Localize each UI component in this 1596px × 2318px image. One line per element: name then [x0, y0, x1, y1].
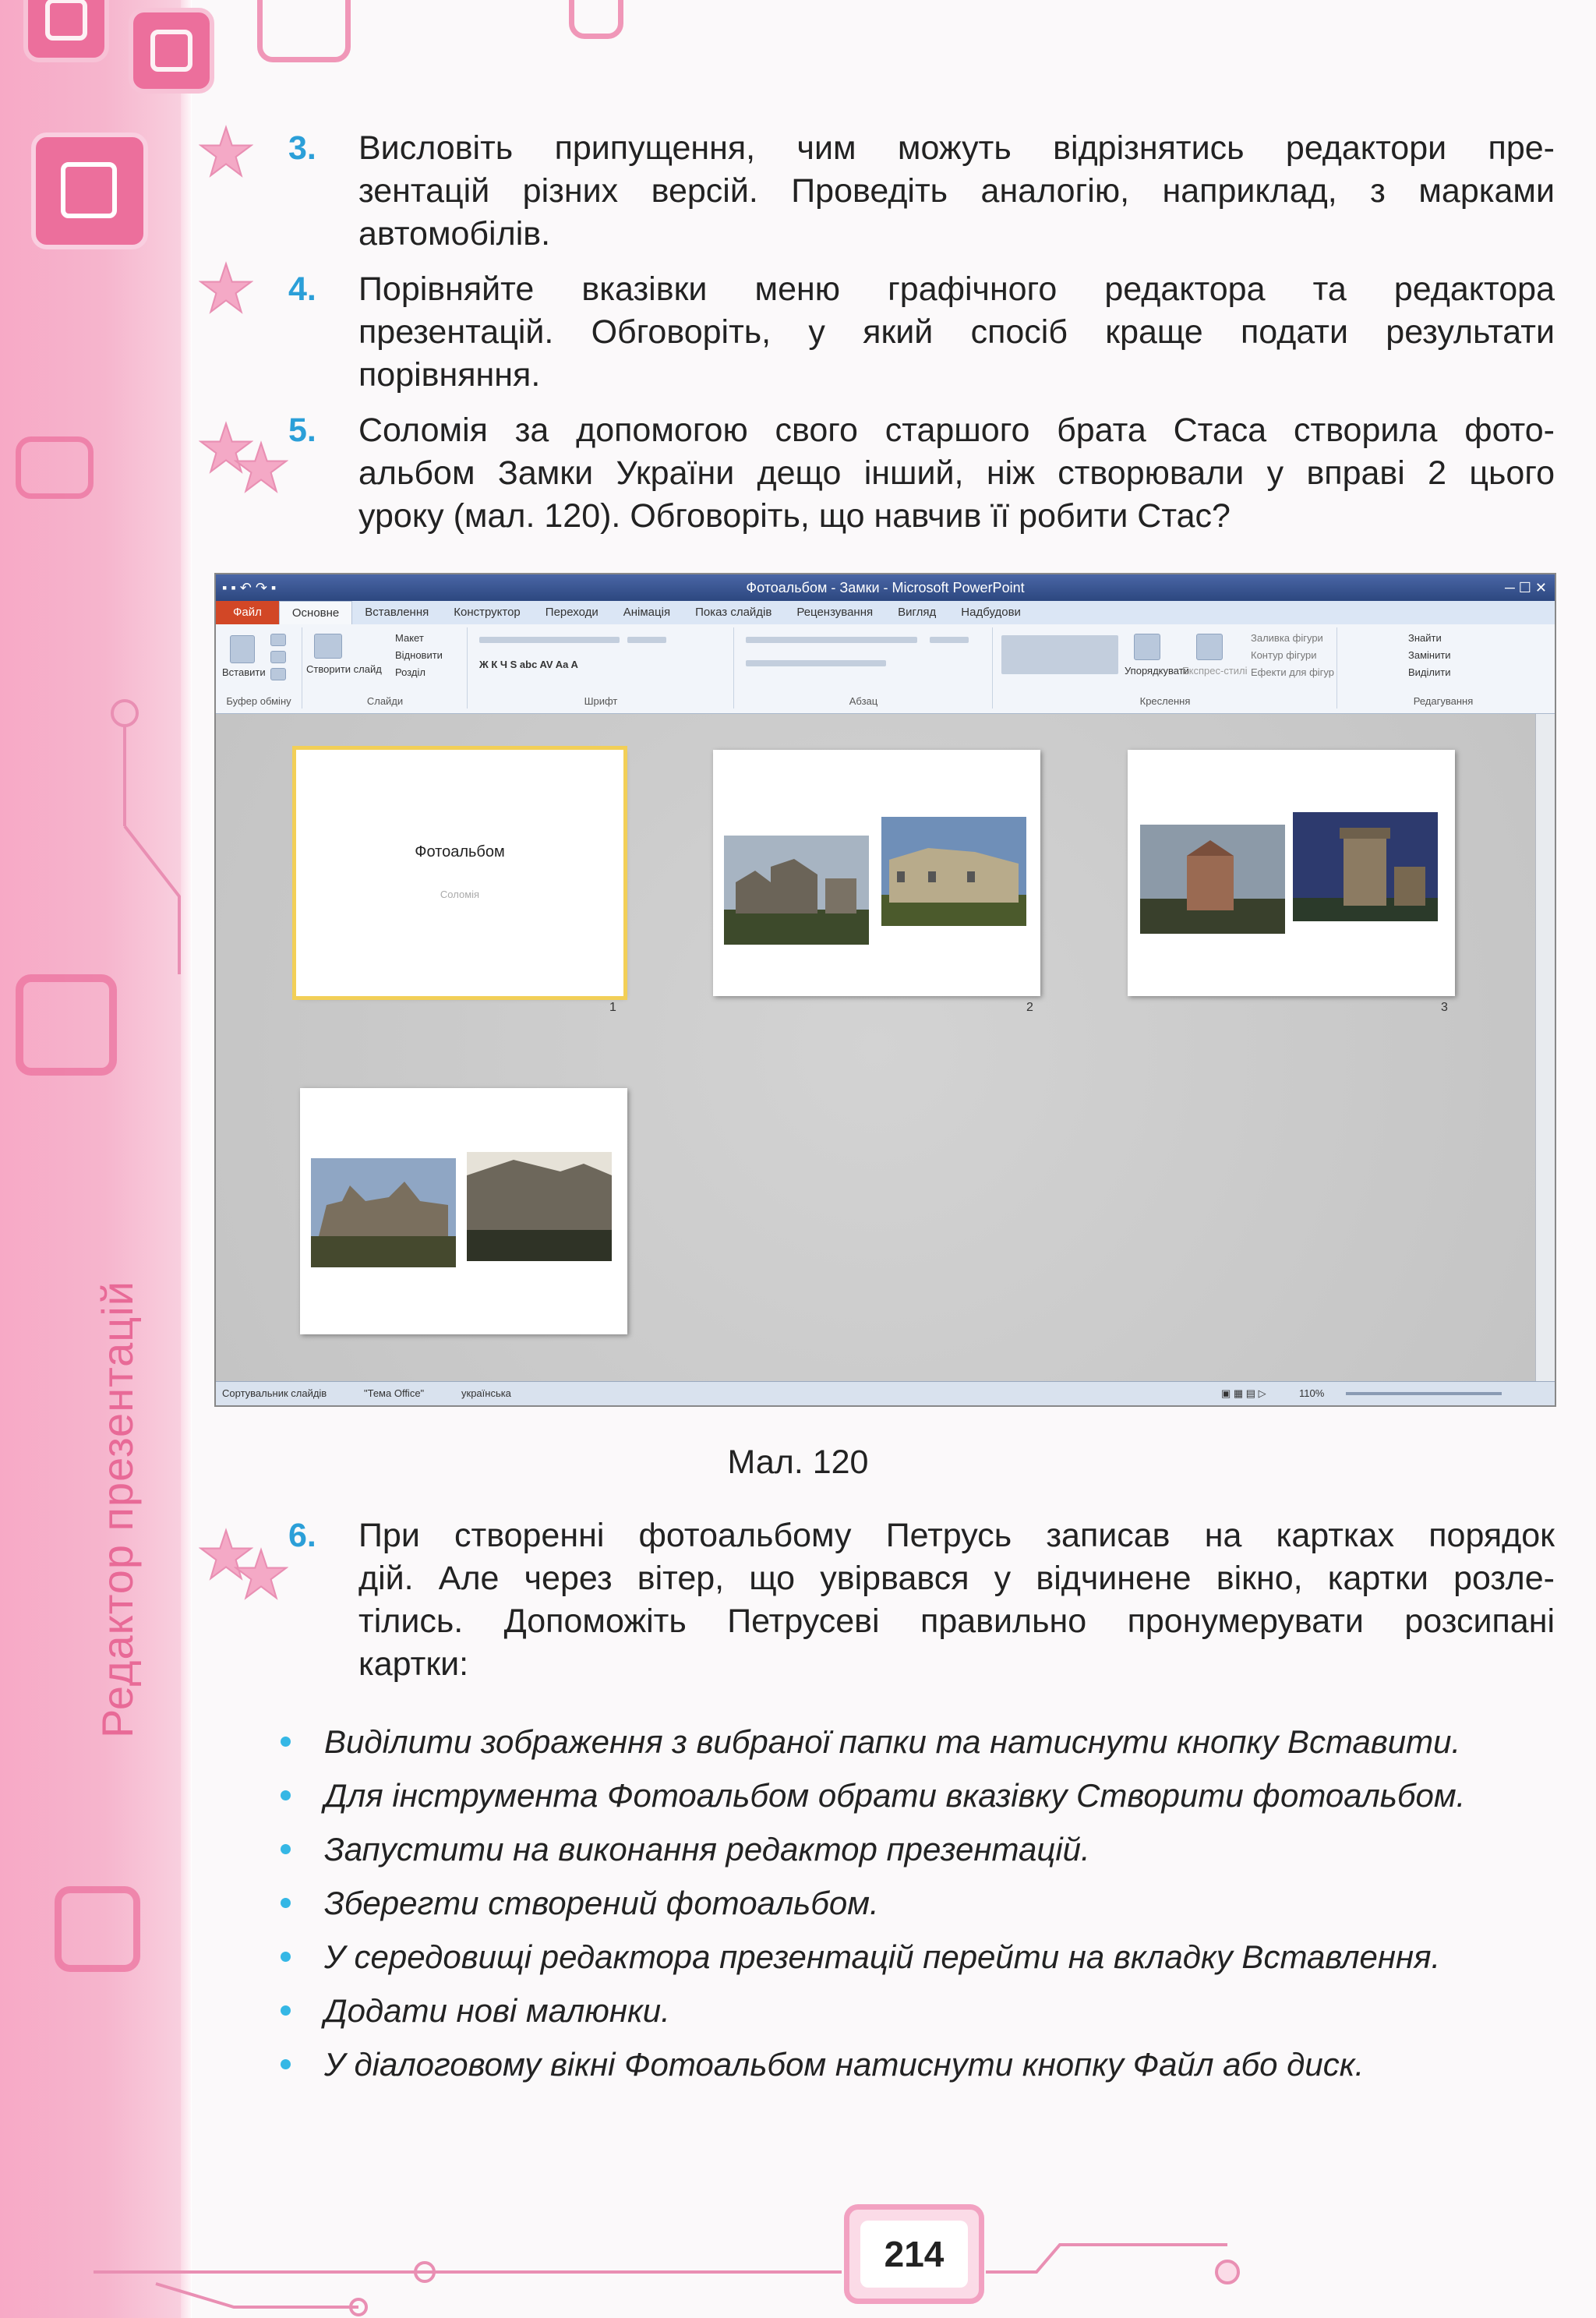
list-item-text: У діалоговому вікні Фотоальбом натиснути кнопку Файл або диск.: [324, 2046, 1365, 2083]
page-number: 214: [860, 2221, 968, 2288]
list-item: [281, 1822, 1566, 1876]
task-5-text: [358, 409, 1555, 538]
ribbon-group-label: Буфер обміну: [226, 695, 291, 707]
star-icon: [234, 440, 288, 495]
list-item-text: Для інструмента Фотоальбом обрати вказівку Створити фотоальбом.: [324, 1777, 1466, 1814]
castle-photo: [1140, 825, 1285, 934]
text-line: зентацій різних версій. Проведіть аналогію, наприклад, з марками: [358, 172, 1555, 210]
arrange-icon[interactable]: [1134, 634, 1160, 660]
text-line: тілись. Допоможіть Петрусеві правильно пронумерувати розсипані: [358, 1602, 1555, 1640]
quick-access-icons[interactable]: ▪ ▪ ↶ ↷ ▪: [222, 580, 277, 595]
tab-home[interactable]: Основне: [279, 601, 352, 625]
task-6-text: [358, 1514, 1555, 1686]
text-line: При створенні фотоальбому Петрусь записав на картках порядок: [358, 1517, 1555, 1554]
text-line: уроку (мал. 120). Обговоріть, що навчив її робити Стас?: [358, 497, 1231, 535]
tab-insert[interactable]: Вставлення: [365, 606, 429, 619]
text-line: Порівняйте вказівки меню графічного редактора та редактора: [358, 270, 1555, 308]
list-item: [281, 1715, 1566, 1769]
list-item: [281, 1930, 1566, 1984]
bullet-icon: [281, 1898, 291, 1908]
list-item: [281, 1876, 1566, 1930]
reset-button[interactable]: Відновити: [395, 649, 443, 661]
shape-fill-button[interactable]: Заливка фігури: [1251, 632, 1323, 644]
list-item: [281, 1769, 1566, 1822]
font-name-dropdown[interactable]: [479, 637, 620, 643]
ribbon-group-label: Креслення: [1139, 695, 1191, 707]
window-titlebar: [216, 574, 1555, 601]
bullet-icon: [281, 2059, 291, 2069]
ribbon: [216, 624, 1555, 714]
vertical-scrollbar[interactable]: [1535, 714, 1555, 1382]
page-number-frame: [844, 2204, 984, 2304]
castle-photo: [881, 817, 1026, 926]
status-view: Сортувальник слайдів: [222, 1387, 327, 1399]
tab-addins[interactable]: Надбудови: [961, 606, 1021, 619]
arrange-button[interactable]: Упорядкувати: [1125, 665, 1189, 677]
bullet-icon: [281, 2005, 291, 2016]
quick-styles-button[interactable]: Експрес-стилі: [1182, 665, 1248, 677]
text-line: картки:: [358, 1645, 469, 1683]
castle-photo: [1293, 812, 1438, 921]
font-size-dropdown[interactable]: [627, 637, 666, 643]
tab-transitions[interactable]: Переходи: [545, 606, 598, 619]
ribbon-group-slides: [303, 627, 468, 708]
ribbon-group-drawing: [994, 627, 1337, 708]
list-buttons[interactable]: [746, 637, 917, 643]
tab-file[interactable]: Файл: [216, 601, 279, 624]
new-slide-icon[interactable]: [314, 634, 342, 659]
status-theme: "Тема Office": [364, 1387, 425, 1399]
cards-list: [281, 1715, 1566, 2091]
ribbon-group-label: Шрифт: [584, 695, 618, 707]
new-slide-button[interactable]: Створити слайд: [306, 663, 382, 675]
figure-caption: Мал. 120: [727, 1443, 869, 1481]
castle-photo: [311, 1158, 456, 1267]
quick-styles-icon[interactable]: [1196, 634, 1223, 660]
font-format-buttons[interactable]: Ж К Ч S abc AV Aa A: [479, 659, 578, 670]
zoom-slider[interactable]: [1346, 1392, 1502, 1395]
task-number: 3.: [288, 129, 316, 167]
task-number: 6.: [288, 1517, 316, 1554]
task-number: 5.: [288, 412, 316, 449]
slide-thumbnail[interactable]: [1128, 750, 1455, 996]
window-title: Фотоальбом - Замки - Microsoft PowerPoint: [746, 580, 1025, 595]
tab-slideshow[interactable]: Показ слайдів: [695, 606, 772, 619]
section-button[interactable]: Розділ: [395, 666, 425, 678]
select-button[interactable]: Виділити: [1408, 666, 1451, 678]
shape-effects-button[interactable]: Ефекти для фігур: [1251, 666, 1334, 678]
find-button[interactable]: Знайти: [1408, 632, 1442, 644]
slide-subtitle: Соломія: [440, 889, 480, 900]
slide-thumbnail[interactable]: [296, 750, 623, 996]
list-item: [281, 2037, 1566, 2091]
bullet-icon: [281, 1952, 291, 1962]
text-line: порівняння.: [358, 356, 541, 394]
ribbon-group-clipboard: [216, 627, 302, 708]
text-direction-buttons[interactable]: [930, 637, 969, 643]
text-line: Соломія за допомогою свого старшого брата Стаса створила фото-: [358, 412, 1555, 449]
ribbon-tabs: [216, 601, 1555, 624]
task-number: 4.: [288, 270, 316, 308]
window-controls[interactable]: ─ ☐ ✕: [1505, 580, 1547, 595]
star-icon: [234, 1547, 288, 1602]
align-buttons[interactable]: [746, 660, 886, 666]
task-3-text: [358, 127, 1555, 256]
task-4-text: [358, 268, 1555, 397]
tab-design[interactable]: Конструктор: [454, 606, 521, 619]
shapes-gallery[interactable]: [1001, 635, 1118, 674]
text-line: альбом Замки України дещо інший, ніж створювали у вправі 2 цього: [358, 454, 1555, 492]
copy-icon[interactable]: [270, 651, 286, 663]
sidebar-section-label: Редактор презентацій: [93, 1280, 142, 1738]
text-line: Висловіть припущення, чим можуть відрізнятись редактори пре-: [358, 129, 1555, 167]
ribbon-group-label: Слайди: [366, 695, 404, 707]
list-item-text: Зберегти створений фотоальбом.: [324, 1885, 879, 1921]
slide-thumbnail[interactable]: [300, 1088, 627, 1334]
text-line: дій. Але через вітер, що увірвався у відчинене вікно, картки розле-: [358, 1560, 1555, 1597]
ribbon-group-editing: [1338, 627, 1548, 708]
slide-number: 3: [1441, 1001, 1448, 1014]
zoom-level: 110%: [1299, 1387, 1325, 1399]
ribbon-group-label: Редагування: [1413, 695, 1474, 707]
slide-thumbnail[interactable]: [713, 750, 1040, 996]
list-item-text: Додати нові малюнки.: [324, 1992, 670, 2029]
format-painter-icon[interactable]: [270, 668, 286, 680]
slide-number: 2: [1026, 1001, 1033, 1014]
list-item: [281, 1984, 1566, 2037]
text-line: автомобілів.: [358, 215, 551, 253]
ribbon-group-label: Абзац: [849, 695, 878, 707]
paste-icon[interactable]: [230, 635, 255, 663]
slide-sorter-area: [216, 714, 1536, 1382]
bullet-icon: [281, 1844, 291, 1854]
list-item-text: У середовищі редактора презентацій перейти на вкладку Вставлення.: [324, 1938, 1441, 1975]
bullet-icon: [281, 1790, 291, 1800]
slide-title: Фотоальбом: [415, 843, 505, 860]
slide-number: 1: [609, 1001, 616, 1014]
view-buttons[interactable]: ▣ ▦ ▤ ▷: [1221, 1387, 1266, 1399]
ribbon-group-paragraph: [735, 627, 993, 708]
list-item-text: Виділити зображення з вибраної папки та натиснути кнопку Вставити.: [324, 1723, 1461, 1760]
powerpoint-screenshot: [214, 573, 1556, 1407]
tab-animations[interactable]: Анімація: [623, 606, 671, 619]
star-icon: [199, 261, 253, 316]
list-item-text: Запустити на виконання редактор презентацій.: [324, 1831, 1090, 1867]
status-bar: [216, 1381, 1555, 1405]
replace-button[interactable]: Замінити: [1408, 649, 1451, 661]
layout-button[interactable]: Макет: [395, 632, 424, 644]
castle-photo: [467, 1152, 612, 1261]
status-language: українська: [461, 1387, 511, 1399]
ribbon-group-font: [468, 627, 734, 708]
tab-review[interactable]: Рецензування: [796, 606, 874, 619]
castle-photo: [724, 836, 869, 945]
bullet-icon: [281, 1737, 291, 1747]
cut-icon[interactable]: [270, 634, 286, 646]
star-icon: [199, 125, 253, 179]
tab-view[interactable]: Вигляд: [898, 606, 937, 619]
shape-outline-button[interactable]: Контур фігури: [1251, 649, 1317, 661]
text-line: презентацій. Обговоріть, у який спосіб краще подати результати: [358, 313, 1555, 351]
paste-button[interactable]: Вставити: [222, 666, 266, 678]
